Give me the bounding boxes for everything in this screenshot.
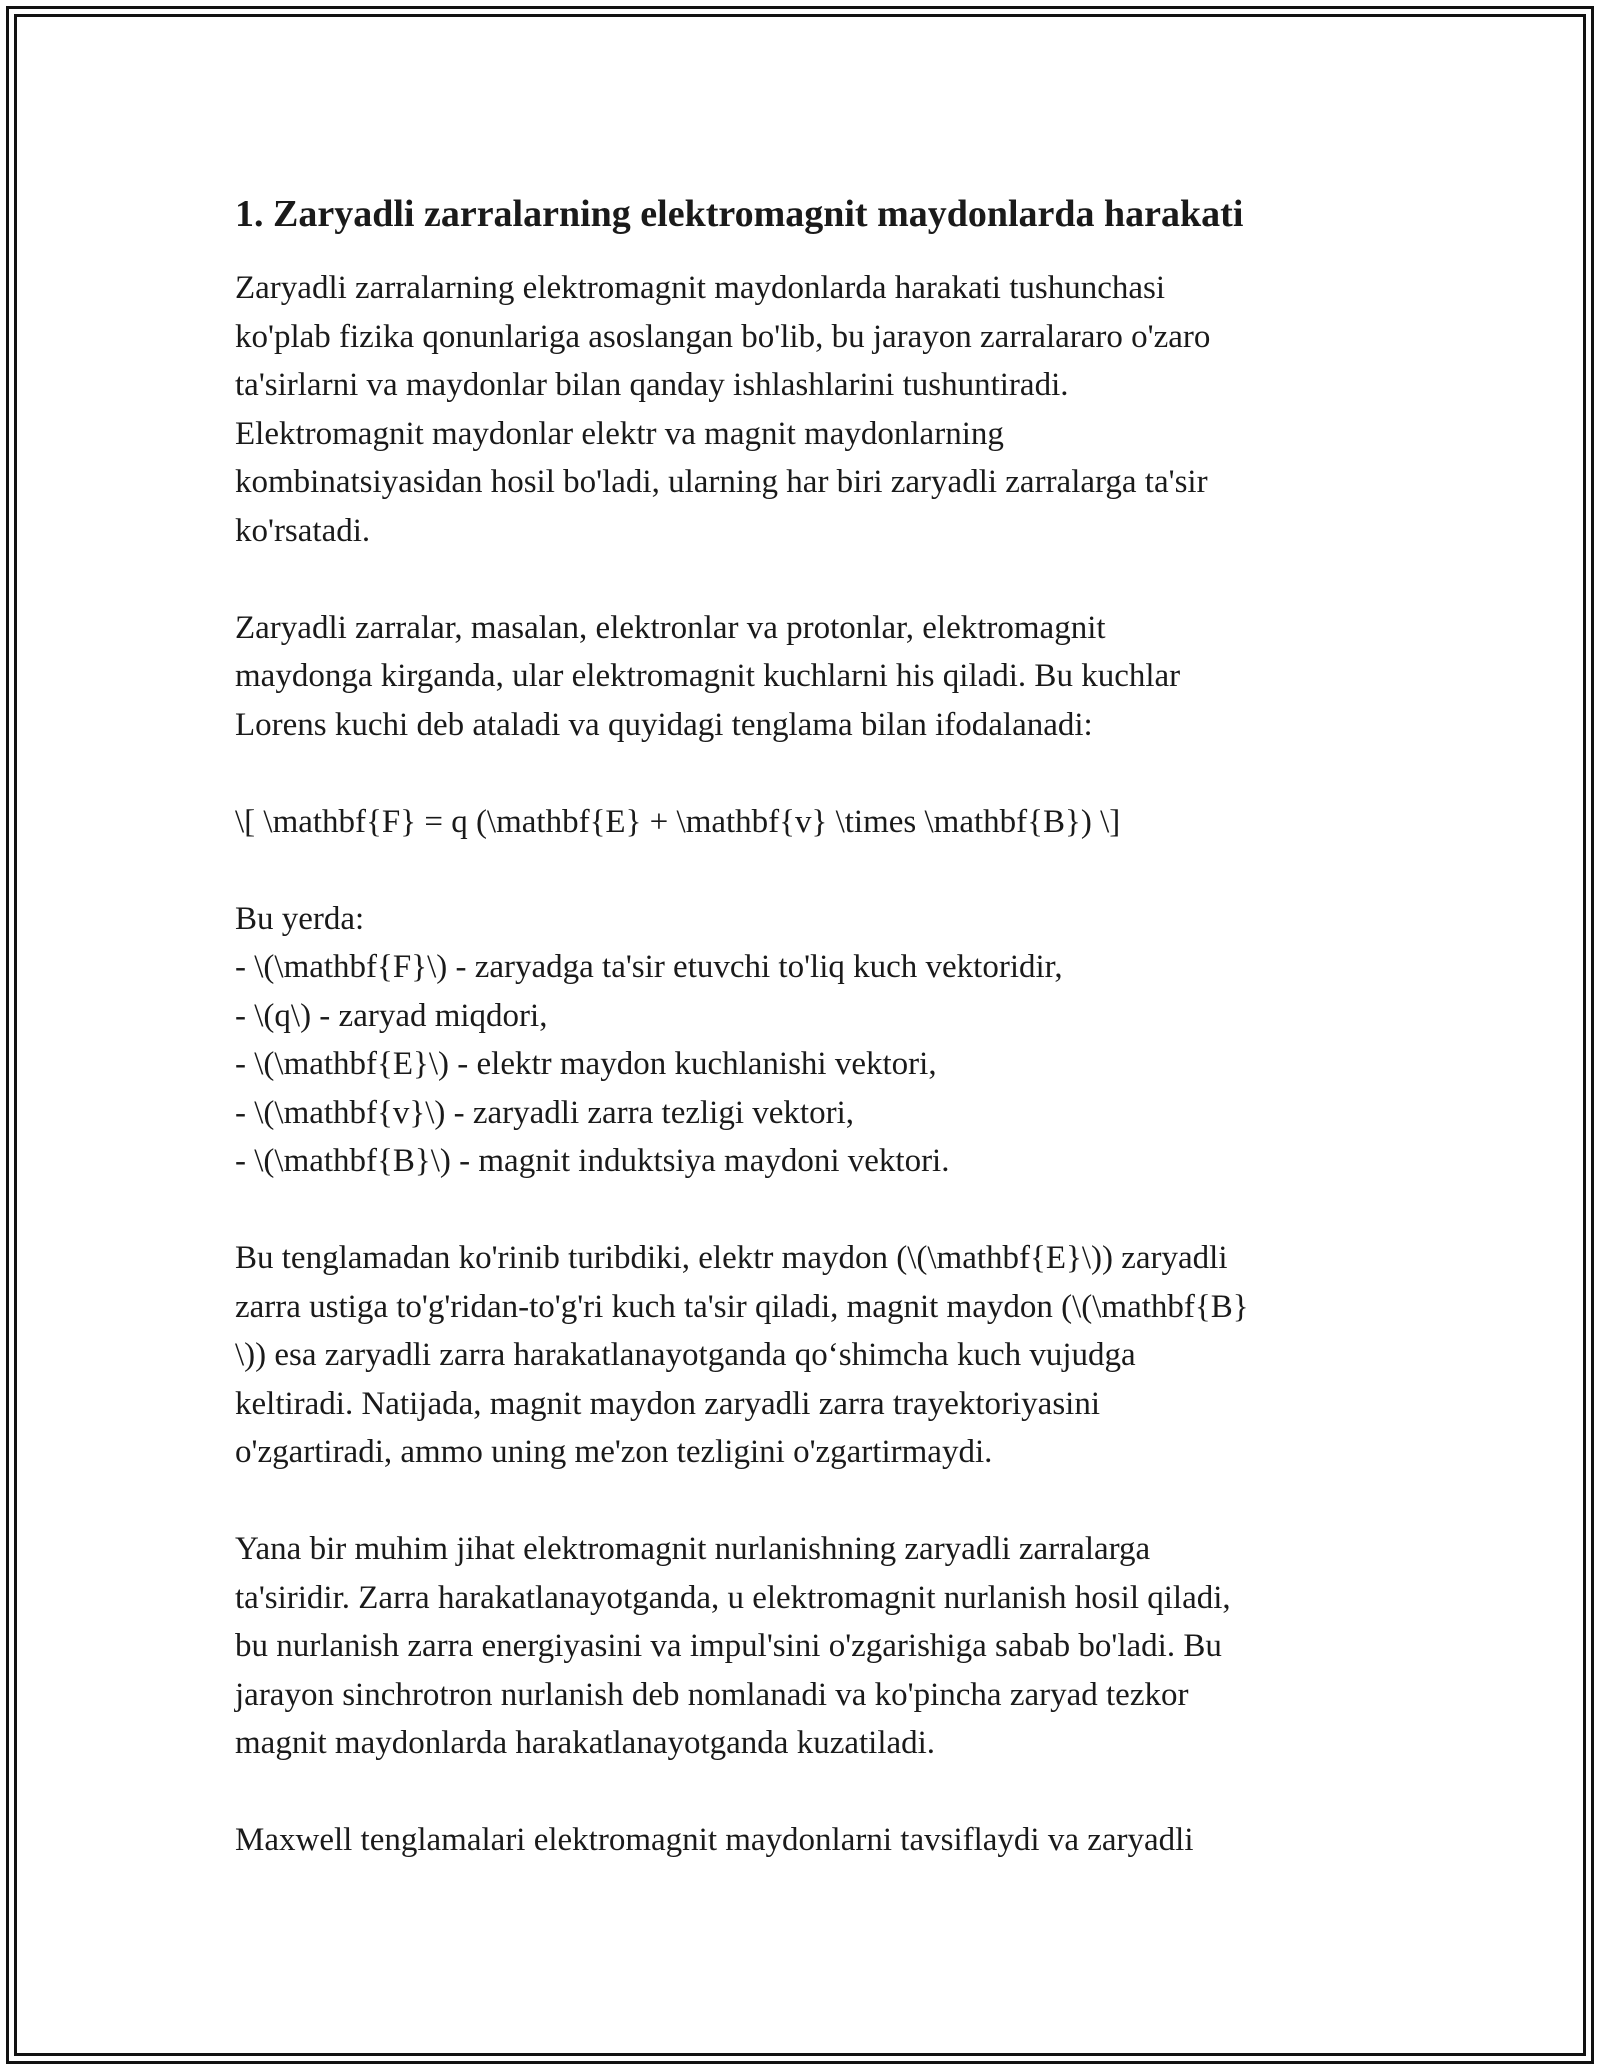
text-line: ta'sirlarni va maydonlar bilan qanday ishlashlarini tushuntiradi.	[235, 367, 1069, 403]
paragraph-spacer	[235, 555, 1365, 604]
text-line: ko'rsatadi.	[235, 512, 371, 549]
document-body	[235, 190, 1365, 1865]
text-line: o'zgartiradi, ammo uning me'zon tezligini o'zgartirmaydi.	[235, 1434, 993, 1470]
paragraph-2	[235, 604, 1365, 750]
paragraph-1	[235, 264, 1365, 555]
list-item: - \(\mathbf{F}\) - zaryadga ta'sir etuvchi to'liq kuch vektoridir,	[235, 949, 1063, 985]
list-intro: Bu yerda:	[235, 900, 365, 937]
paragraph-5	[235, 1816, 1365, 1865]
text-line: Yana bir muhim jihat elektromagnit nurlanishning zaryadli zarralarga	[235, 1531, 1151, 1567]
paragraph-spacer	[235, 1477, 1365, 1526]
list-item: - \(\mathbf{v}\) - zaryadli zarra tezligi vektori,	[235, 1094, 854, 1131]
text-line: Lorens kuchi deb ataladi va quyidagi tenglama bilan ifodalanadi:	[235, 706, 1093, 743]
text-line: Zaryadli zarralar, masalan, elektronlar va protonlar, elektromagnit	[235, 609, 1106, 646]
list-item: - \(\mathbf{B}\) - magnit induktsiya maydoni vektori.	[235, 1143, 950, 1179]
lorentz-equation: \[ \mathbf{F} = q (\mathbf{E} + \mathbf{v} \times \mathbf{B}) \]	[235, 803, 1121, 840]
text-line: Bu tenglamadan ko'rinib turibdiki, elektr maydon (\(\mathbf{E}\)) zaryadli	[235, 1240, 1228, 1276]
text-line: Maxwell tenglamalari elektromagnit maydonlarni tavsiflaydi va zaryadli	[235, 1822, 1194, 1858]
text-line: magnit maydonlarda harakatlanayotganda kuzatiladi.	[235, 1725, 936, 1761]
section-heading: 1. Zaryadli zarralarning elektromagnit maydonlarda harakati	[235, 193, 1244, 235]
text-line: Elektromagnit maydonlar elektr va magnit maydonlarning	[235, 415, 1004, 452]
text-line: ta'siridir. Zarra harakatlanayotganda, u elektromagnit nurlanish hosil qiladi,	[235, 1579, 1231, 1616]
text-line: ko'plab fizika qonunlariga asoslangan bo'lib, bu jarayon zarralararo o'zaro	[235, 318, 1211, 355]
text-line: kombinatsiyasidan hosil bo'ladi, ularning har biri zaryadli zarralarga ta'sir	[235, 464, 1208, 500]
symbol-list	[235, 895, 1365, 1186]
paragraph-spacer	[235, 846, 1365, 895]
paragraph-4	[235, 1525, 1365, 1768]
text-line: Zaryadli zarralarning elektromagnit maydonlarda harakati tushunchasi	[235, 270, 1166, 306]
text-line: \)) esa zaryadli zarra harakatlanayotganda qo‘shimcha kuch vujudga	[235, 1337, 1136, 1373]
paragraph-spacer	[235, 1186, 1365, 1235]
text-line: keltiradi. Natijada, magnit maydon zaryadli zarra trayektoriyasini	[235, 1385, 1100, 1422]
list-item: - \(q\) - zaryad miqdori,	[235, 997, 548, 1034]
text-line: zarra ustiga to'g'ridan-to'g'ri kuch ta'sir qiladi, magnit maydon (\(\mathbf{B}	[235, 1288, 1249, 1325]
text-line: jarayon sinchrotron nurlanish deb nomlanadi va ko'pincha zaryad tezkor	[235, 1676, 1189, 1713]
text-line: maydonga kirganda, ular elektromagnit kuchlarni his qiladi. Bu kuchlar	[235, 658, 1181, 694]
paragraph-spacer	[235, 749, 1365, 798]
list-item: - \(\mathbf{E}\) - elektr maydon kuchlanishi vektori,	[235, 1046, 937, 1082]
text-line: bu nurlanish zarra energiyasini va impul'sini o'zgarishiga sabab bo'ladi. Bu	[235, 1628, 1222, 1664]
paragraph-3	[235, 1234, 1365, 1477]
paragraph-spacer	[235, 1768, 1365, 1817]
